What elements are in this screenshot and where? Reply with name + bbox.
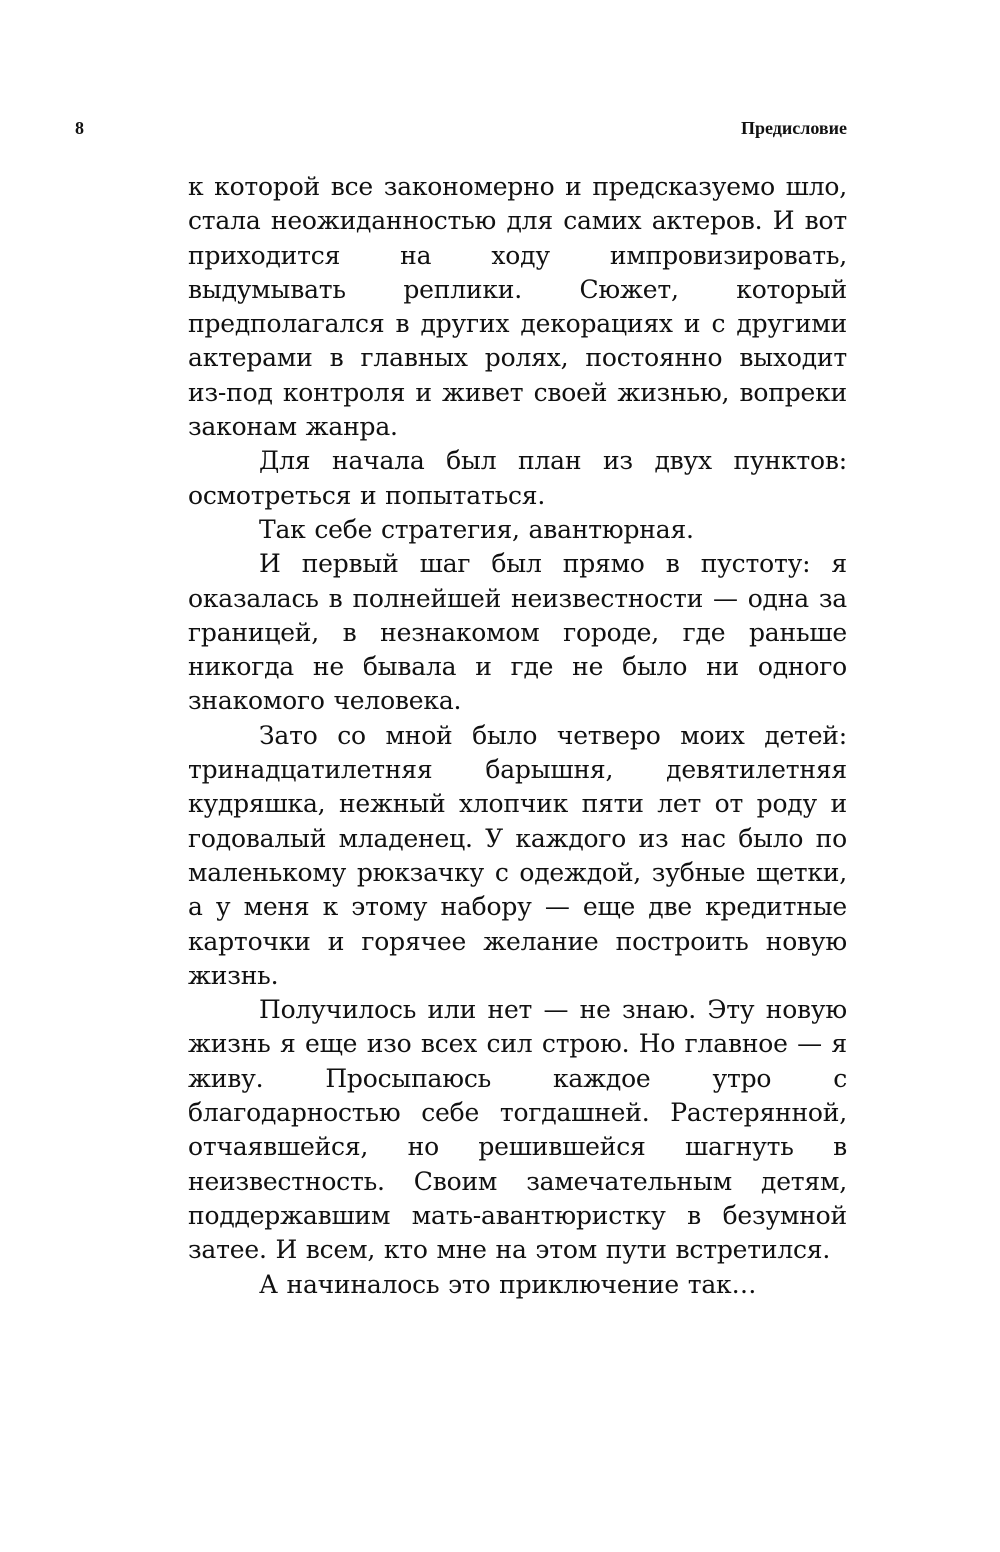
body-text: [188, 170, 847, 1302]
paragraph-continuation: к которой все закономерно и предсказуемо шло, стала неожиданностью для самих актеров. И вот приходится на ходу импровизировать, выдумывать реплики. Сюжет, который предполагался в других декорациях и с другими актерами в главных ролях, постоянно выходит из-под контроля и живет своей жизнью, вопреки законам жанра.: [188, 172, 847, 442]
paragraph: А начиналось это приключение так…: [259, 1269, 757, 1299]
running-header: [75, 118, 847, 142]
paragraph: И первый шаг был прямо в пустоту: я оказалась в полнейшей неизвестности — одна за границей, в незнакомом городе, где раньше никогда не бывала и где не было ни одного знакомого человека.: [188, 549, 847, 716]
paragraph: Для начала был план из двух пунктов: осмотреться и попытаться.: [188, 446, 847, 510]
paragraph: Получилось или нет — не знаю. Эту новую жизнь я еще изо всех сил строю. Но главное — я живу. Просыпаюсь каждое утро с благодарностью себе тогдашней. Растерянной, отчаявшейся, но решившейся шагнуть в неизвестность. Своим замечательным детям, поддержавшим мать-авантюристку в безумной затее. И всем, кто мне на этом пути встретился.: [188, 995, 847, 1265]
page-number: 8: [75, 118, 84, 138]
paragraph: Так себе стратегия, авантюрная.: [259, 514, 694, 544]
paragraph: Зато со мной было четверо моих детей: тринадцатилетняя барышня, девятилетняя кудряшка, нежный хлопчик пяти лет от роду и годовалый младенец. У каждого из нас было по маленькому рюкзачку с одеждой, зубные щетки, а у меня к этому набору — еще две кредитные карточки и горячее желание построить новую жизнь.: [188, 720, 847, 990]
section-title: Предисловие: [741, 118, 847, 138]
